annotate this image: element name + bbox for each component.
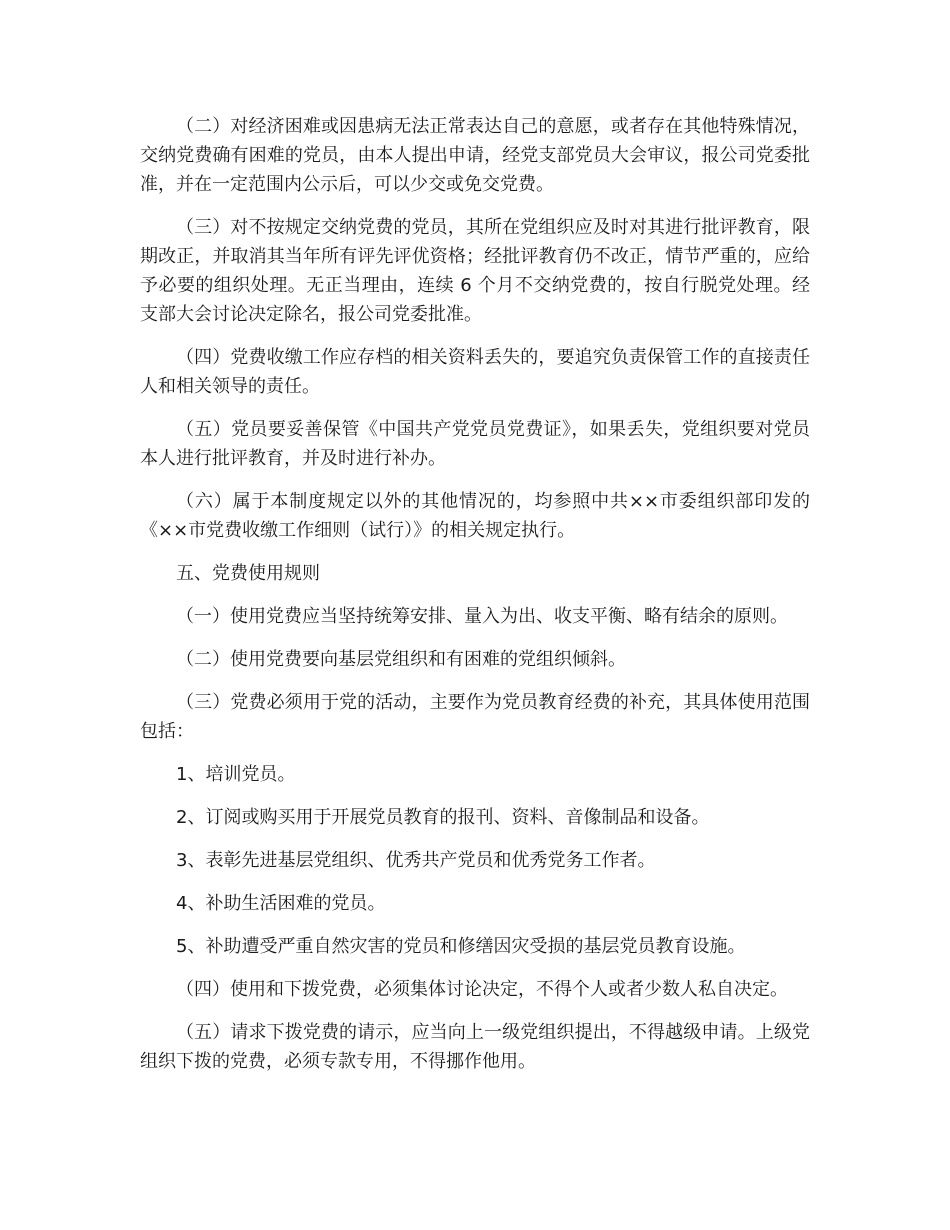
paragraph-usage-5-request: （五）请求下拨党费的请示，应当向上一级党组织提出，不得越级申请。上级党组织下拨的党费，必须专款专用，不得挪作他用。 — [140, 1022, 810, 1072]
paragraph-clause-3-nonpayment: （三）对不按规定交纳党费的党员，其所在党组织应及时对其进行批评教育，限期改正，并取消其当年所有评先评优资格；经批评教育仍不改正，情节严重的，应给予必要的组织处理。无正当理由，连续 6 个月不交纳党费的，按自行脱党处理。经支部大会讨论决定除名，报公司党委批准。 — [140, 217, 810, 325]
list-item: 4、补助生活困难的党员。 — [176, 893, 386, 914]
list-item: 3、表彰先进基层党组织、优秀共产党员和优秀党务工作者。 — [176, 850, 656, 871]
paragraph-clause-6-other: （六）属于本制度规定以外的其他情况的，均参照中共××市委组织部印发的《××市党费收缴工作细则（试行）》的相关规定执行。 — [140, 491, 810, 541]
paragraph-usage-2-priority: （二）使用党费要向基层党组织和有困难的党组织倾斜。 — [176, 649, 626, 670]
section-heading: 五、党费使用规则 — [176, 563, 320, 584]
paragraph-usage-1-principle: （一）使用党费应当坚持统筹安排、量入为出、收支平衡、略有结余的原则。 — [176, 606, 788, 627]
list-item: 2、订阅或购买用于开展党员教育的报刊、资料、音像制品和设备。 — [176, 807, 710, 828]
document-body — [140, 112, 810, 1090]
paragraph-clause-4-records: （四）党费收缴工作应存档的相关资料丢失的，要追究负责保管工作的直接责任人和相关领导的责任。 — [140, 347, 810, 397]
paragraph-usage-3-scope: （三）党费必须用于党的活动，主要作为党员教育经费的补充，其具体使用范围包括： — [140, 692, 810, 742]
paragraph-clause-5-certificate: （五）党员要妥善保管《中国共产党党员党费证》，如果丢失，党组织要对党员本人进行批评教育，并及时进行补办。 — [140, 419, 810, 469]
paragraph-clause-2-hardship: （二）对经济困难或因患病无法正常表达自己的意愿，或者存在其他特殊情况，交纳党费确有困难的党员，由本人提出申请，经党支部党员大会审议，报公司党委批准，并在一定范围内公示后，可以少交或免交党费。 — [140, 116, 810, 195]
paragraph-usage-4-collective: （四）使用和下拨党费，必须集体讨论决定，不得个人或者少数人私自决定。 — [176, 979, 788, 1000]
list-item: 5、补助遭受严重自然灾害的党员和修缮因灾受损的基层党员教育设施。 — [176, 936, 746, 957]
list-item: 1、培训党员。 — [176, 764, 296, 785]
